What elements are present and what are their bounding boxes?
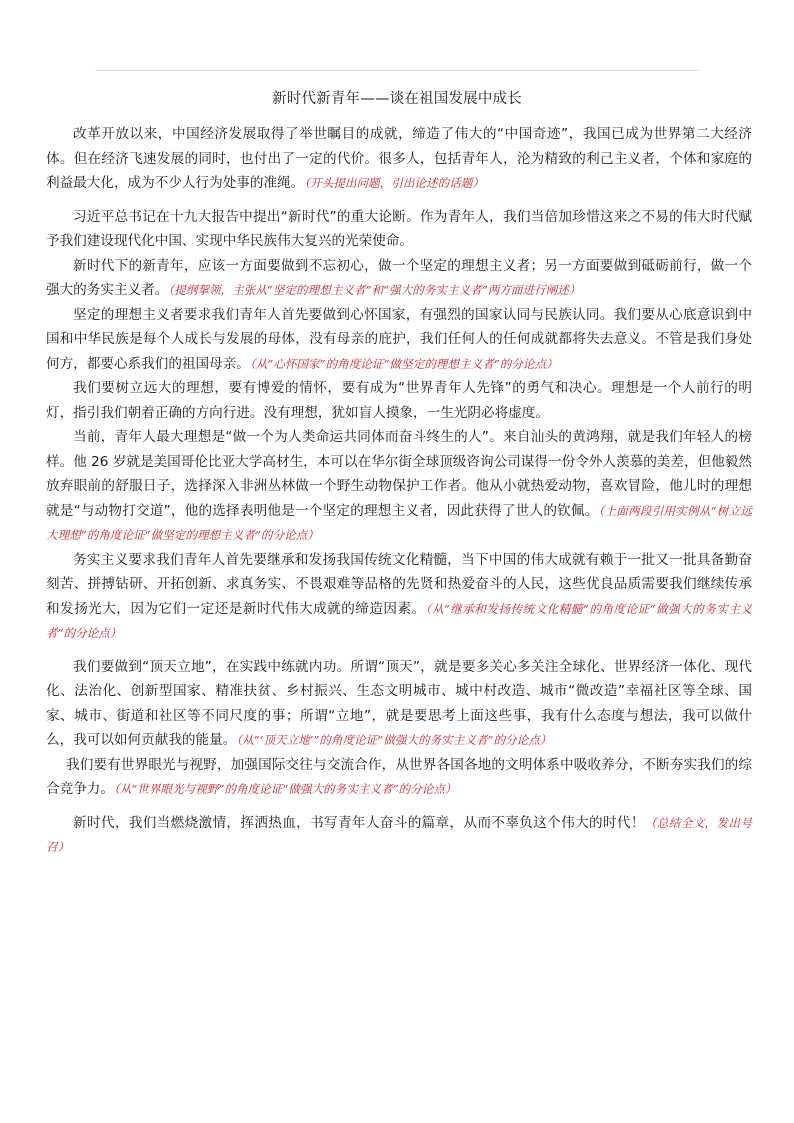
paragraph-10 <box>46 811 752 860</box>
document-title: 新时代新青年——谈在祖国发展中成长 <box>272 91 522 107</box>
annotation-note: （开头提出问题，引出论述的话题） <box>304 176 484 190</box>
annotation-note: （从“继承和发扬传统文化精髓”的角度论证“做强大的务实主义者”的分论点） <box>46 601 753 640</box>
paragraph-text: 我们要树立远大的理想，要有博爱的情怀，要有成为“世界青年人先锋”的勇气和决心。理想是一个人前行的明灯，指引我们朝着正确的方向行进。没有理想，犹如盲人摸象，一生光阴必将虚度。 <box>46 380 752 421</box>
paragraph-1 <box>46 122 752 196</box>
paragraph-text: 新时代，我们当燃烧激情，挥洒热血，书写青年人奋斗的篇章，从而不辜负这个伟大的时代！ <box>73 814 645 831</box>
annotation-note: （上面两段引用实例从“树立远大理想”的角度论证“做坚定的理想主义者”的分论点） <box>46 503 752 542</box>
paragraph-text: 习近平总书记在十九大报告中提出“新时代”的重大论断。作为青年人，我们当倍加珍惜这来之不易的伟大时代赋予我们建设现代化中国、实现中华民族伟大复兴的光荣使命。 <box>46 208 752 249</box>
paragraph-text: 当前，青年人最大理想是“做一个为人类命运共同体而奋斗终生的人”。来自汕头的黄鸿翔，就是我们年轻人的榜样。他 26 岁就是美国哥伦比亚大学高材生，本可以在华尔街全球顶级咨询公司谋得一份令外人羡慕的美差，但他毅然放弃眼前的舒服日子，选择深入非洲丛林做一个野生动物保护工作者。他从小就热爱动物，喜欢冒险，他儿时的理想就是“与动物打交道”，他的选择表明他是一个坚定的理想主义者，因此获得了世人的钦佩。 <box>46 429 752 519</box>
document-body <box>46 122 752 860</box>
paragraph-text: 务实主义要求我们青年人首先要继承和发扬我国传统文化精髓，当下中国的伟大成就有赖于一批又一批具备勤奋刻苦、拼搏钻研、开拓创新、求真务实、不畏艰难等品格的先贤和热爱奋斗的人民，这些优良品质需要我们继续传承和发扬光大，因为它们一定还是新时代伟大成就的缔造因素。 <box>46 551 752 617</box>
paragraph-text: 我们要做到“顶天立地”，在实践中练就内功。所谓“顶天”，就是要多关心多关注全球化、世界经济一体化、现代化、法治化、创新型国家、精准扶贫、乡村振兴、生态文明城市、城中村改造、城市“微改造”幸福社区等全球、国家、城市、街道和社区等不同尺度的事；所谓“立地”，就是要思考上面这些事，我有什么态度与想法，我可以做什么，我可以如何贡献我的能量。 <box>46 658 752 748</box>
annotation-note: （提纲挈领，主张从“坚定的理想主义者”和“强大的务实主义者”两方面进行阐述） <box>168 283 581 297</box>
paragraph-6 <box>46 425 752 548</box>
header-rule <box>95 70 699 71</box>
paragraph-text: 新时代下的新青年，应该一方面要做到不忘初心，做一个坚定的理想主义者；另一方面要做到砥砺前行，做一个强大的务实主义者。 <box>46 257 752 298</box>
paragraph-3 <box>46 254 752 303</box>
paragraph-8 <box>46 655 752 753</box>
annotation-note: （从“心怀国家”的角度论证“做坚定的理想主义者”的分论点） <box>249 356 558 371</box>
paragraph-4 <box>46 303 752 377</box>
paragraph-text: 坚定的理想主义者要求我们青年人首先要做到心怀国家，有强烈的国家认同与民族认同。我们要从心底意识到中国和中华民族是每个人成长与发展的母体，没有母亲的庇护，我们任何人的任何成就都将失去意义。不管是我们身处何方，都要心系我们的祖国母亲。 <box>46 306 752 372</box>
annotation-note: （从“‘顶天立地’”的角度论证“做强大的务实主义者”的分论点） <box>236 733 552 747</box>
paragraph-2 <box>46 205 752 254</box>
annotation-note: （总结全文，发出号召） <box>46 815 752 854</box>
paragraph-7 <box>46 548 752 646</box>
paragraph-text: 我们要有世界眼光与视野，加强国际交往与交流合作，从世界各国各地的文明体系中吸收养分，不断夯实我们的综合竞争力。 <box>46 756 752 797</box>
annotation-note: （从“世界眼光与视野”的角度论证“做强大的务实主义者”的分论点） <box>113 782 457 796</box>
paragraph-9 <box>46 753 752 802</box>
paragraph-text: 改革开放以来，中国经济发展取得了举世瞩目的成就，缔造了伟大的“中国奇迹”，我国已成为世界第二大经济体。但在经济飞速发展的同时，也付出了一定的代价。很多人，包括青年人，沦为精致的利己主义者，个体和家庭的利益最大化，成为不少人行为处事的准绳。 <box>46 126 752 191</box>
paragraph-5 <box>46 376 752 425</box>
